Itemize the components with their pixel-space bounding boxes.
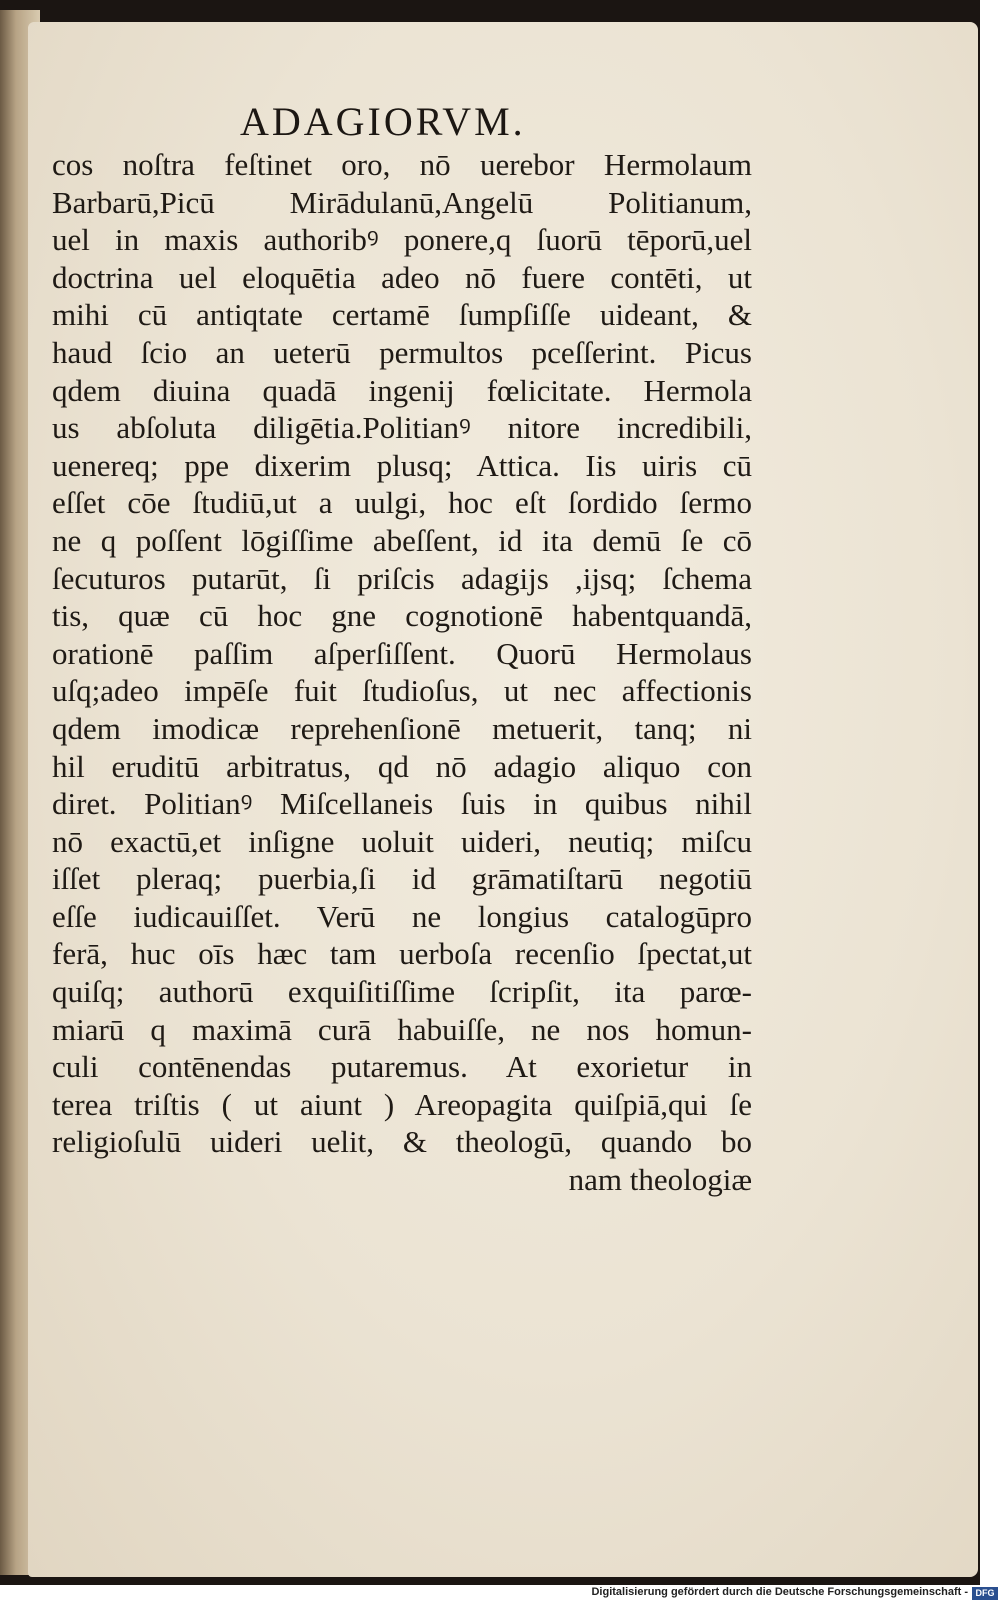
- body-text: [52, 146, 752, 1199]
- text-line-27: religioſulū uideri uelit, & theologū, quando bo: [52, 1124, 752, 1160]
- text-line-18: diret. Politianꝰ Miſcellaneis ſuis in quibus nihil: [52, 786, 752, 822]
- text-line-15: uſq;adeo impēſe fuit ſtudioſus, ut nec affectionis: [52, 673, 752, 709]
- text-line-9: uenereq; ppe dixerim plusq; Attica. Iis uiris cū: [52, 447, 752, 483]
- text-line-8: us abſoluta diligētia.Politianꝰ nitore incredibili,: [52, 410, 752, 446]
- dfg-logo: DFG: [972, 1587, 998, 1600]
- text-line-10: eſſet cōe ſtudiū,ut a uulgi, hoc eſt ſordido ſermo: [52, 485, 752, 521]
- text-line-25: culi contēnendas putaremus. At exorietur in: [52, 1049, 752, 1085]
- text-line-19: nō exactū,et inſigne uoluit uideri, neutiq; miſcu: [52, 823, 752, 859]
- text-line-26: terea triſtis ( ut aiunt ) Areopagita quiſpiā,qui ſe: [52, 1086, 752, 1122]
- text-line-24: miarū q maximā curā habuiſſe, ne nos homun-: [52, 1011, 752, 1047]
- running-header: ADAGIORVM.: [240, 99, 526, 144]
- text-line-14: orationē paſſim aſperſiſſent. Quorū Hermolaus: [52, 635, 752, 671]
- text-line-13: tis, quæ cū hoc gne cognotionē habentquandā,: [52, 598, 752, 634]
- text-line-22: ferā, huc oīs hæc tam uerboſa recenſio ſpectat,ut: [52, 936, 752, 972]
- text-line-21: eſſe iudicauiſſet. Verū ne longius catalogūpro: [52, 898, 752, 934]
- text-line-5: mihi cū antiqtate certamē ſumpſiſſe uideant, &: [52, 297, 752, 333]
- text-line-6: haud ſcio an ueterū permultos pceſſerint. Picus: [52, 334, 752, 370]
- digitization-credit: Digitalisierung gefördert durch die Deutsche Forschungsgemeinschaft -: [591, 1586, 968, 1598]
- text-line-2: Barbarū,Picū Mirādulanū,Angelū Politianum,: [52, 184, 752, 220]
- text-line-7: qdem diuina quadā ingenij fœlicitate. Hermola: [52, 372, 752, 408]
- text-line-17: hil eruditū arbitratus, qd nō adagio aliquo con: [52, 748, 752, 784]
- text-line-1: cos noſtra feſtinet oro, nō uerebor Hermolaum: [52, 147, 752, 182]
- text-line-23: quiſq; authorū exquiſitiſſime ſcripſit, ita parœ-: [52, 974, 752, 1010]
- text-line-4: doctrina uel eloquētia adeo nō fuere contēti, ut: [52, 259, 752, 295]
- text-line-16: qdem imodicæ reprehenſionē metuerit, tanq; ni: [52, 710, 752, 746]
- text-line-3: uel in maxis authoribꝰ ponere,q ſuorū tēporū,uel: [52, 222, 752, 258]
- text-line-12: ſecuturos putarūt, ſi priſcis adagijs ,ijsq; ſchema: [52, 560, 752, 596]
- catchword-line: nam theologiæ: [568, 1162, 752, 1198]
- text-line-20: iſſet pleraq; puerbia,ſi id grāmatiſtarū negotiū: [52, 861, 752, 897]
- text-line-11: ne q poſſent lōgiſſime abeſſent, id ita demū ſe cō: [52, 522, 752, 558]
